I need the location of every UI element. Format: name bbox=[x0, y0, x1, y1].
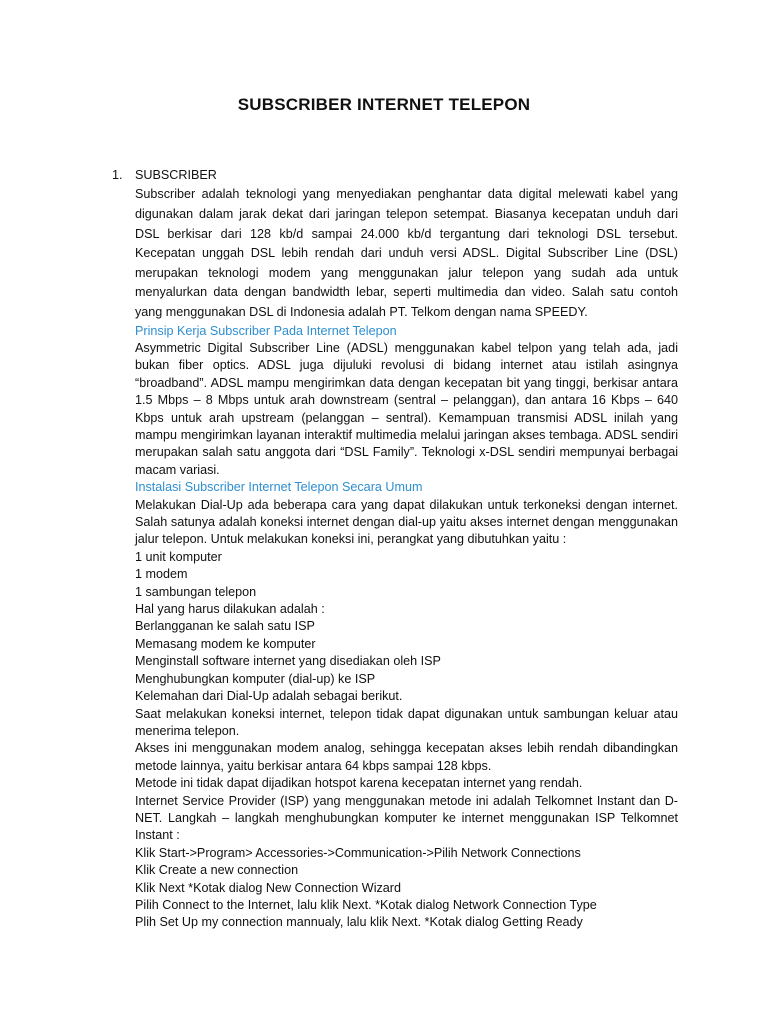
paragraph-intro: Subscriber adalah teknologi yang menyediakan penghantar data digital melewati kabel yang digunakan dalam jarak dekat dari jaringan telepon setempat. Biasanya kecepatan unduh dari DSL berkisar dari 128 kb/d sampai 24.000 kb/d tergantung dari teknologi DSL tersebut. Kecepatan unggah DSL lebih rendah dari unduh versi ADSL. Digital Subscriber Line (DSL) merupakan teknologi modem yang menggunakan jalur telepon yang sudah ada untuk menyalurkan data dengan bandwidth lebar, seperti multimedia dan video. Salah satu contoh yang menggunakan DSL di Indonesia adalah PT. Telkom dengan nama SPEEDY. bbox=[135, 187, 678, 319]
list-item: Berlangganan ke salah satu ISP bbox=[135, 619, 315, 634]
list-item: Hal yang harus dilakukan adalah : bbox=[135, 602, 325, 617]
step-item: Plih Set Up my connection mannualy, lalu klik Next. *Kotak dialog Getting Ready bbox=[135, 915, 583, 930]
paragraph-kelemahan-3: Metode ini tidak dapat dijadikan hotspot karena kecepatan internet yang rendah. bbox=[135, 776, 583, 791]
list-item: 1 sambungan telepon bbox=[135, 584, 257, 599]
paragraph-kelemahan-2: Akses ini menggunakan modem analog, sehingga kecepatan akses lebih rendah dibandingkan metode lainnya, yaitu berkisar antara 64 kbps sampai 128 kbps. bbox=[135, 741, 678, 773]
list-item: Memasang modem ke komputer bbox=[135, 636, 316, 651]
step-item: Klik Next *Kotak dialog New Connection Wizard bbox=[135, 880, 401, 895]
list-item: Menghubungkan komputer (dial-up) ke ISP bbox=[135, 671, 376, 686]
section-number: 1. bbox=[112, 168, 123, 182]
list-item: 1 unit komputer bbox=[135, 549, 222, 564]
paragraph-dialup: Melakukan Dial-Up ada beberapa cara yang dapat dilakukan untuk terkoneksi dengan internet. Salah satunya adalah koneksi internet dengan dial-up yaitu akses internet dengan menggunakan jalur telepon. Untuk melakukan koneksi ini, perangkat yang dibutuhkan yaitu : bbox=[135, 497, 678, 547]
subheading-instalasi: Instalasi Subscriber Internet Telepon Secara Umum bbox=[135, 480, 423, 495]
paragraph-isp: Internet Service Provider (ISP) yang menggunakan metode ini adalah Telkomnet Instant dan D-NET. Langkah – langkah menghubungkan komputer ke internet menggunakan ISP Telkomnet Instant : bbox=[135, 793, 678, 843]
document-body bbox=[112, 167, 678, 932]
paragraph-adsl: Asymmetric Digital Subscriber Line (ADSL) menggunakan kabel telpon yang telah ada, jadi bukan fiber optics. ADSL juga dijuluki revolusi di bidang internet atau istilah asingnya “broadband”. ADSL mampu mengirimkan data dengan kecepatan bit yang tinggi, berkisar antara 1.5 Mbps – 8 Mbps untuk arah downstream (sentral – pelanggan), dan antara 16 Kbps – 640 Kbps untuk arah upstream (pelanggan – sentral). Kemampuan transmisi ADSL inilah yang mampu mengirimkan layanan interaktif multimedia melalui jaringan akses tembaga. ADSL sendiri merupakan salah satu anggota dari “DSL Family”. Teknologi x-DSL sendiri mempunyai berbagai macam variasi. bbox=[135, 340, 678, 477]
section-heading bbox=[112, 167, 678, 184]
list-item: 1 modem bbox=[135, 567, 188, 582]
step-item: Klik Create a new connection bbox=[135, 863, 299, 878]
list-item: Kelemahan dari Dial-Up adalah sebagai berikut. bbox=[135, 689, 403, 704]
step-item: Pilih Connect to the Internet, lalu klik Next. *Kotak dialog Network Connection Type bbox=[135, 897, 597, 912]
paragraph-kelemahan-1: Saat melakukan koneksi internet, telepon tidak dapat digunakan untuk sambungan keluar atau menerima telepon. bbox=[135, 706, 678, 738]
page-title: SUBSCRIBER INTERNET TELEPON bbox=[237, 95, 531, 114]
section-heading-text: SUBSCRIBER bbox=[135, 168, 217, 182]
list-item: Menginstall software internet yang disediakan oleh ISP bbox=[135, 654, 441, 669]
subheading-prinsip: Prinsip Kerja Subscriber Pada Internet Telepon bbox=[135, 323, 397, 338]
step-item: Klik Start->Program> Accessories->Communication->Pilih Network Connections bbox=[135, 845, 581, 860]
